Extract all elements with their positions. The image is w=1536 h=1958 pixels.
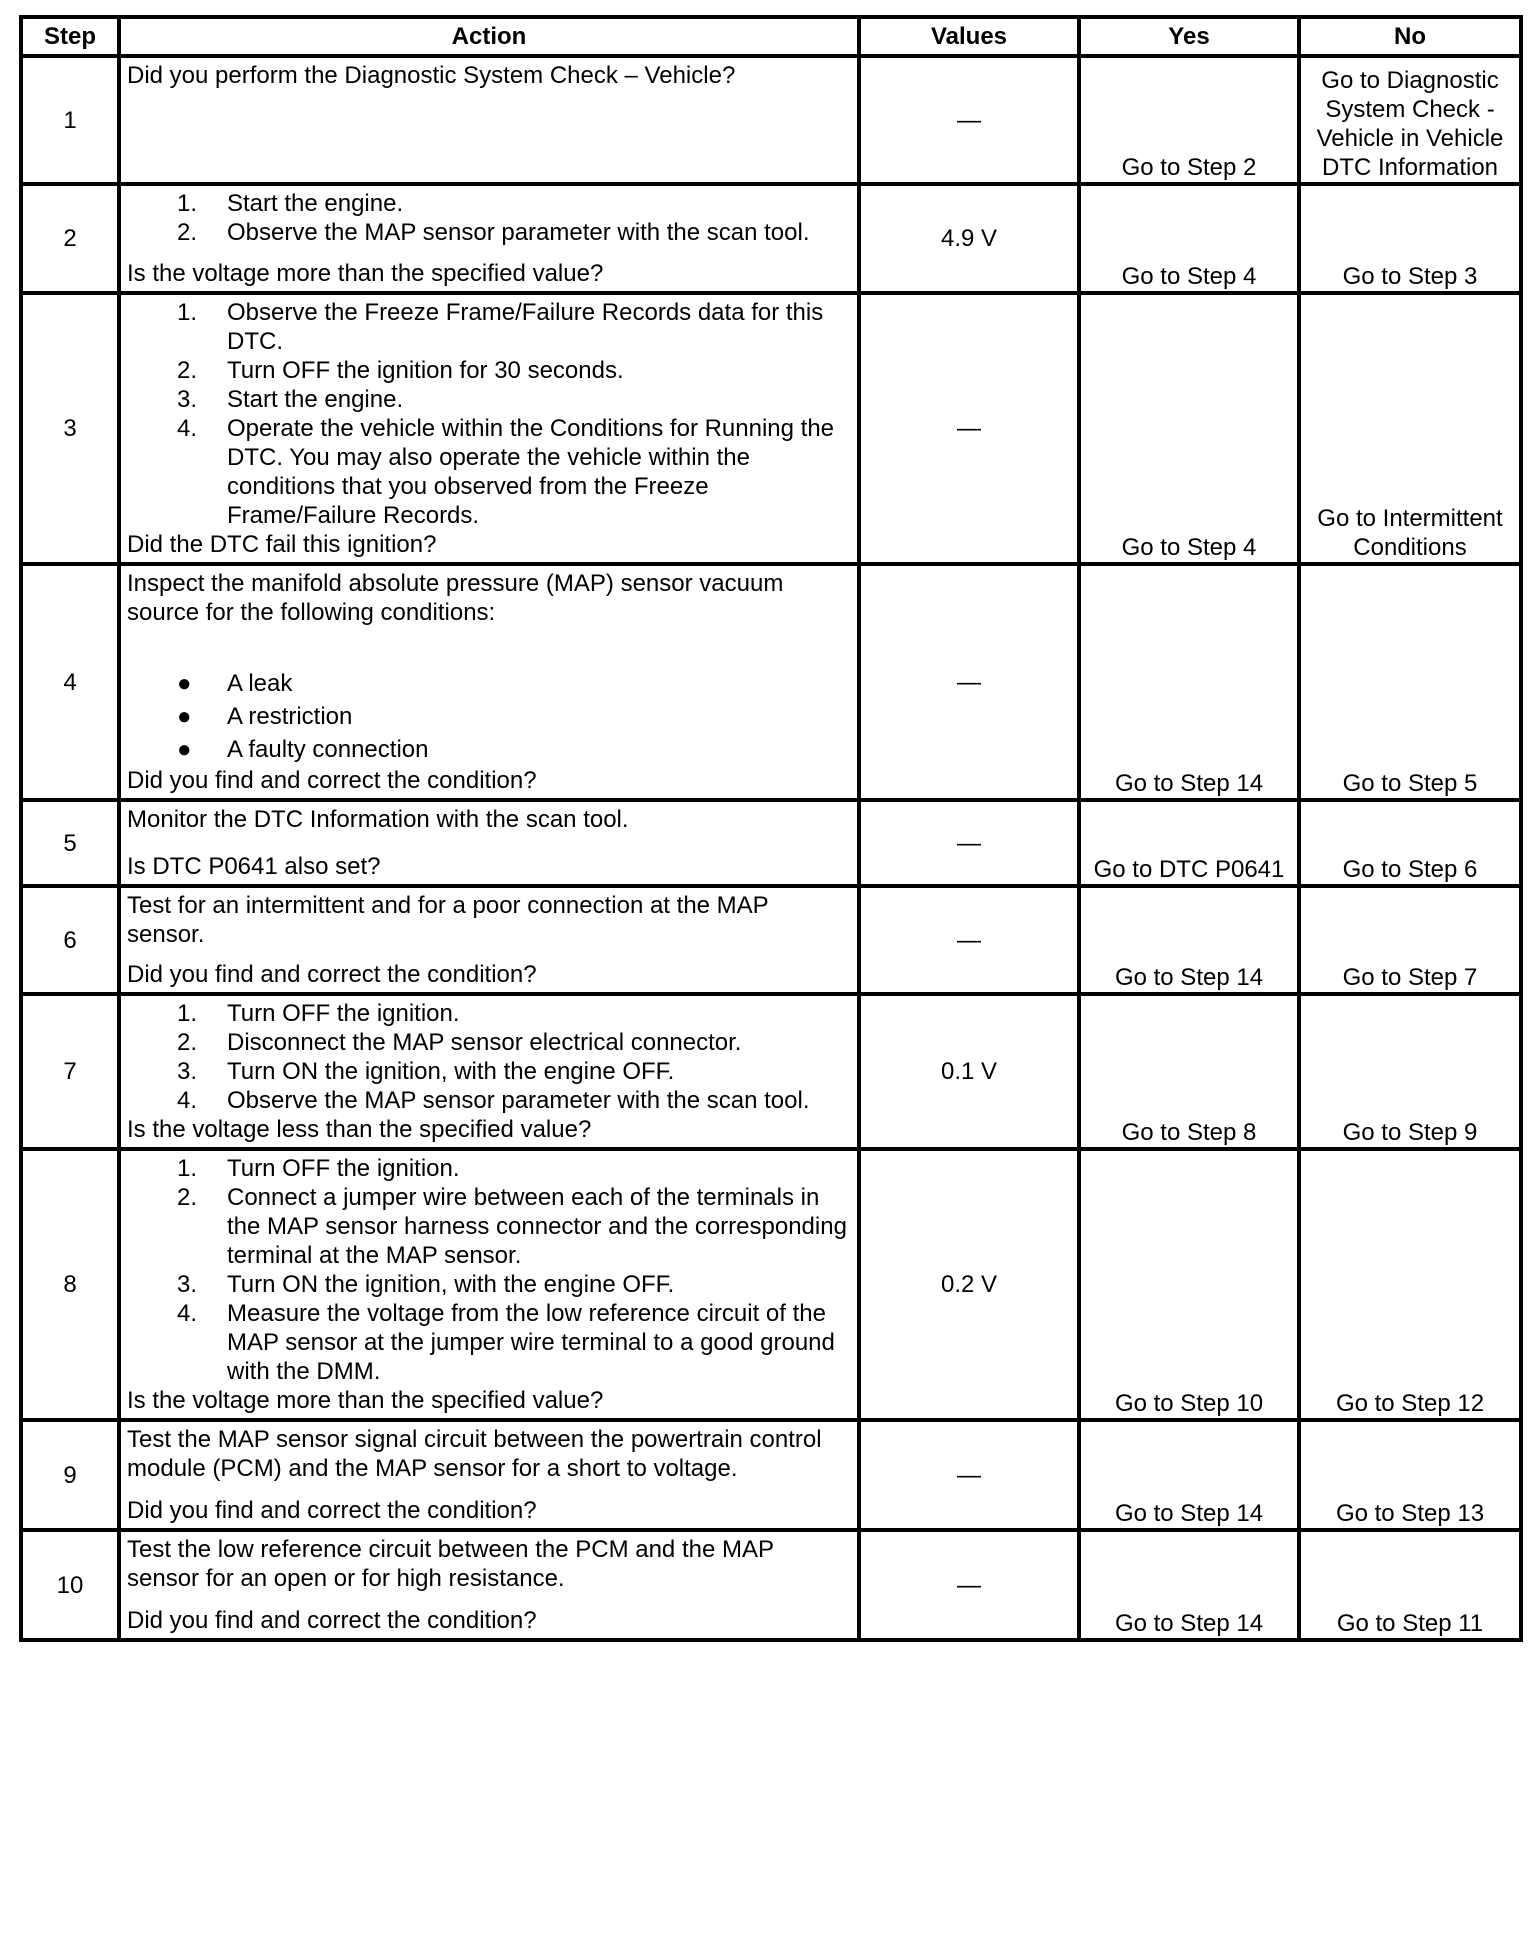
header-step: Step bbox=[21, 17, 119, 56]
step-item-number: 4. bbox=[177, 415, 198, 442]
action-question: Is the voltage less than the specified value? bbox=[127, 1116, 592, 1143]
action-intro: Test the low reference circuit between the PCM and the MAP sensor for an open or for high resistance. bbox=[127, 1536, 774, 1592]
action-content bbox=[121, 1532, 857, 1638]
yes-cell: Go to Step 4 bbox=[1079, 293, 1299, 564]
action-cell bbox=[119, 1420, 859, 1530]
table-row bbox=[21, 886, 1521, 994]
action-intro: Test the MAP sensor signal circuit between the powertrain control module (PCM) and the MAP sensor for a short to voltage. bbox=[127, 1426, 822, 1482]
action-instructions bbox=[127, 298, 851, 530]
step-item-text: Connect a jumper wire between each of the terminals in the MAP sensor harness connector and the corresponding terminal at the MAP sensor. bbox=[227, 1184, 847, 1269]
step-number: 1 bbox=[21, 56, 119, 184]
no-cell: Go to Step 12 bbox=[1299, 1149, 1521, 1420]
step-item-text: Observe the Freeze Frame/Failure Records data for this DTC. bbox=[227, 299, 824, 355]
no-cell: Go to Diagnostic System Check - Vehicle in Vehicle DTC Information bbox=[1299, 56, 1521, 184]
action-cell bbox=[119, 886, 859, 994]
diagnostic-table bbox=[19, 15, 1523, 1642]
numbered-step bbox=[127, 385, 851, 414]
action-cell bbox=[119, 56, 859, 184]
no-cell: Go to Step 6 bbox=[1299, 800, 1521, 886]
condition-item bbox=[127, 733, 851, 766]
step-item-text: Turn ON the ignition, with the engine OFF. bbox=[227, 1058, 675, 1085]
value-cell: — bbox=[859, 1530, 1079, 1640]
condition-list bbox=[127, 667, 851, 766]
value-cell: — bbox=[859, 800, 1079, 886]
yes-cell: Go to Step 2 bbox=[1079, 56, 1299, 184]
action-content bbox=[121, 1422, 857, 1528]
action-instructions bbox=[127, 1425, 851, 1483]
action-cell bbox=[119, 184, 859, 293]
action-content bbox=[121, 186, 857, 291]
numbered-step bbox=[127, 1028, 851, 1057]
step-item-number: 2. bbox=[177, 1184, 198, 1211]
step-item-number: 3. bbox=[177, 1058, 198, 1085]
step-item-text: Turn OFF the ignition. bbox=[227, 1155, 460, 1182]
table-row bbox=[21, 800, 1521, 886]
action-instructions bbox=[127, 805, 851, 834]
step-item-number: 4. bbox=[177, 1087, 198, 1114]
action-question: Is the voltage more than the specified value? bbox=[127, 260, 604, 287]
step-item-number: 2. bbox=[177, 1029, 198, 1056]
header-row bbox=[21, 17, 1521, 56]
no-cell: Go to Step 7 bbox=[1299, 886, 1521, 994]
condition-text: A leak bbox=[227, 670, 293, 697]
condition-text: A faulty connection bbox=[227, 736, 429, 763]
step-item-text: Turn OFF the ignition for 30 seconds. bbox=[227, 357, 624, 384]
step-number: 4 bbox=[21, 564, 119, 800]
numbered-step bbox=[127, 1299, 851, 1386]
action-cell bbox=[119, 800, 859, 886]
table-row bbox=[21, 1420, 1521, 1530]
step-item-text: Disconnect the MAP sensor electrical connector. bbox=[227, 1029, 742, 1056]
numbered-step bbox=[127, 1086, 851, 1115]
action-instructions bbox=[127, 999, 851, 1115]
action-question: Did you find and correct the condition? bbox=[127, 1497, 537, 1524]
step-item-text: Start the engine. bbox=[227, 190, 404, 217]
numbered-steps bbox=[127, 298, 851, 530]
header-no: No bbox=[1299, 17, 1521, 56]
condition-text: A restriction bbox=[227, 703, 353, 730]
condition-item bbox=[127, 700, 851, 733]
action-intro: Did you perform the Diagnostic System Check – Vehicle? bbox=[127, 62, 736, 89]
bullet-icon: ● bbox=[177, 703, 192, 730]
action-question: Did the DTC fail this ignition? bbox=[127, 531, 437, 558]
table-row bbox=[21, 564, 1521, 800]
no-cell: Go to Step 9 bbox=[1299, 994, 1521, 1149]
numbered-step bbox=[127, 1183, 851, 1270]
value-cell: — bbox=[859, 1420, 1079, 1530]
step-item-text: Turn OFF the ignition. bbox=[227, 1000, 460, 1027]
yes-cell: Go to Step 14 bbox=[1079, 564, 1299, 800]
action-question: Did you find and correct the condition? bbox=[127, 767, 537, 794]
action-question: Is DTC P0641 also set? bbox=[127, 853, 381, 880]
action-content bbox=[121, 888, 857, 992]
action-question: Is the voltage more than the specified value? bbox=[127, 1387, 604, 1414]
step-number: 8 bbox=[21, 1149, 119, 1420]
action-question: Did you find and correct the condition? bbox=[127, 961, 537, 988]
no-cell: Go to Step 5 bbox=[1299, 564, 1521, 800]
step-number: 7 bbox=[21, 994, 119, 1149]
action-cell bbox=[119, 293, 859, 564]
action-cell bbox=[119, 994, 859, 1149]
action-instructions bbox=[127, 891, 851, 949]
step-number: 9 bbox=[21, 1420, 119, 1530]
numbered-step bbox=[127, 218, 851, 247]
no-cell: Go to Step 13 bbox=[1299, 1420, 1521, 1530]
no-cell: Go to Step 3 bbox=[1299, 184, 1521, 293]
step-number: 10 bbox=[21, 1530, 119, 1640]
table-row bbox=[21, 1149, 1521, 1420]
action-instructions bbox=[127, 1154, 851, 1386]
header-action: Action bbox=[119, 17, 859, 56]
table-row bbox=[21, 293, 1521, 564]
step-item-text: Observe the MAP sensor parameter with the scan tool. bbox=[227, 219, 810, 246]
header-values: Values bbox=[859, 17, 1079, 56]
header-yes: Yes bbox=[1079, 17, 1299, 56]
yes-cell: Go to Step 14 bbox=[1079, 1420, 1299, 1530]
yes-cell: Go to Step 8 bbox=[1079, 994, 1299, 1149]
yes-cell: Go to Step 4 bbox=[1079, 184, 1299, 293]
value-cell: 0.2 V bbox=[859, 1149, 1079, 1420]
bullet-icon: ● bbox=[177, 670, 192, 697]
action-intro: Test for an intermittent and for a poor connection at the MAP sensor. bbox=[127, 892, 769, 948]
action-content bbox=[121, 295, 857, 562]
action-instructions bbox=[127, 1535, 851, 1593]
numbered-step bbox=[127, 1270, 851, 1299]
condition-item bbox=[127, 667, 851, 700]
yes-cell: Go to DTC P0641 bbox=[1079, 800, 1299, 886]
action-instructions bbox=[127, 189, 851, 247]
action-content bbox=[121, 566, 857, 798]
action-instructions bbox=[127, 61, 851, 90]
action-instructions bbox=[127, 569, 851, 766]
step-item-number: 3. bbox=[177, 386, 198, 413]
step-item-text: Turn ON the ignition, with the engine OFF. bbox=[227, 1271, 675, 1298]
step-item-number: 1. bbox=[177, 1155, 198, 1182]
numbered-step bbox=[127, 414, 851, 530]
step-item-text: Observe the MAP sensor parameter with the scan tool. bbox=[227, 1087, 810, 1114]
value-cell: — bbox=[859, 293, 1079, 564]
step-item-number: 2. bbox=[177, 219, 198, 246]
no-cell: Go to Intermittent Conditions bbox=[1299, 293, 1521, 564]
yes-cell: Go to Step 14 bbox=[1079, 1530, 1299, 1640]
numbered-step bbox=[127, 1154, 851, 1183]
numbered-step bbox=[127, 189, 851, 218]
step-item-text: Measure the voltage from the low reference circuit of the MAP sensor at the jumper wire terminal to a good ground with the DMM. bbox=[227, 1300, 835, 1385]
action-intro: Monitor the DTC Information with the scan tool. bbox=[127, 806, 629, 833]
step-number: 5 bbox=[21, 800, 119, 886]
action-content bbox=[121, 996, 857, 1147]
action-cell bbox=[119, 1149, 859, 1420]
step-number: 6 bbox=[21, 886, 119, 994]
table-row bbox=[21, 1530, 1521, 1640]
value-cell: 0.1 V bbox=[859, 994, 1079, 1149]
action-content bbox=[121, 58, 857, 182]
numbered-step bbox=[127, 999, 851, 1028]
action-content bbox=[121, 1151, 857, 1418]
no-cell: Go to Step 11 bbox=[1299, 1530, 1521, 1640]
step-item-number: 2. bbox=[177, 357, 198, 384]
step-item-number: 1. bbox=[177, 299, 198, 326]
table-body bbox=[21, 56, 1521, 1640]
table-row bbox=[21, 56, 1521, 184]
numbered-steps bbox=[127, 1154, 851, 1386]
yes-cell: Go to Step 14 bbox=[1079, 886, 1299, 994]
action-intro: Inspect the manifold absolute pressure (MAP) sensor vacuum source for the following conditions: bbox=[127, 570, 784, 626]
value-cell: — bbox=[859, 564, 1079, 800]
numbered-steps bbox=[127, 999, 851, 1115]
numbered-steps bbox=[127, 189, 851, 247]
action-cell bbox=[119, 564, 859, 800]
step-item-number: 4. bbox=[177, 1300, 198, 1327]
step-item-number: 1. bbox=[177, 190, 198, 217]
step-number: 3 bbox=[21, 293, 119, 564]
numbered-step bbox=[127, 1057, 851, 1086]
yes-cell: Go to Step 10 bbox=[1079, 1149, 1299, 1420]
step-number: 2 bbox=[21, 184, 119, 293]
numbered-step bbox=[127, 298, 851, 356]
action-question: Did you find and correct the condition? bbox=[127, 1607, 537, 1634]
value-cell: — bbox=[859, 56, 1079, 184]
table-row bbox=[21, 994, 1521, 1149]
action-cell bbox=[119, 1530, 859, 1640]
action-content bbox=[121, 802, 857, 884]
table-row bbox=[21, 184, 1521, 293]
step-item-number: 1. bbox=[177, 1000, 198, 1027]
numbered-step bbox=[127, 356, 851, 385]
step-item-number: 3. bbox=[177, 1271, 198, 1298]
bullet-icon: ● bbox=[177, 736, 192, 763]
value-cell: 4.9 V bbox=[859, 184, 1079, 293]
value-cell: — bbox=[859, 886, 1079, 994]
step-item-text: Operate the vehicle within the Conditions for Running the DTC. You may also operate the vehicle within the conditions that you observed from the Freeze Frame/Failure Records. bbox=[227, 415, 835, 529]
step-item-text: Start the engine. bbox=[227, 386, 404, 413]
